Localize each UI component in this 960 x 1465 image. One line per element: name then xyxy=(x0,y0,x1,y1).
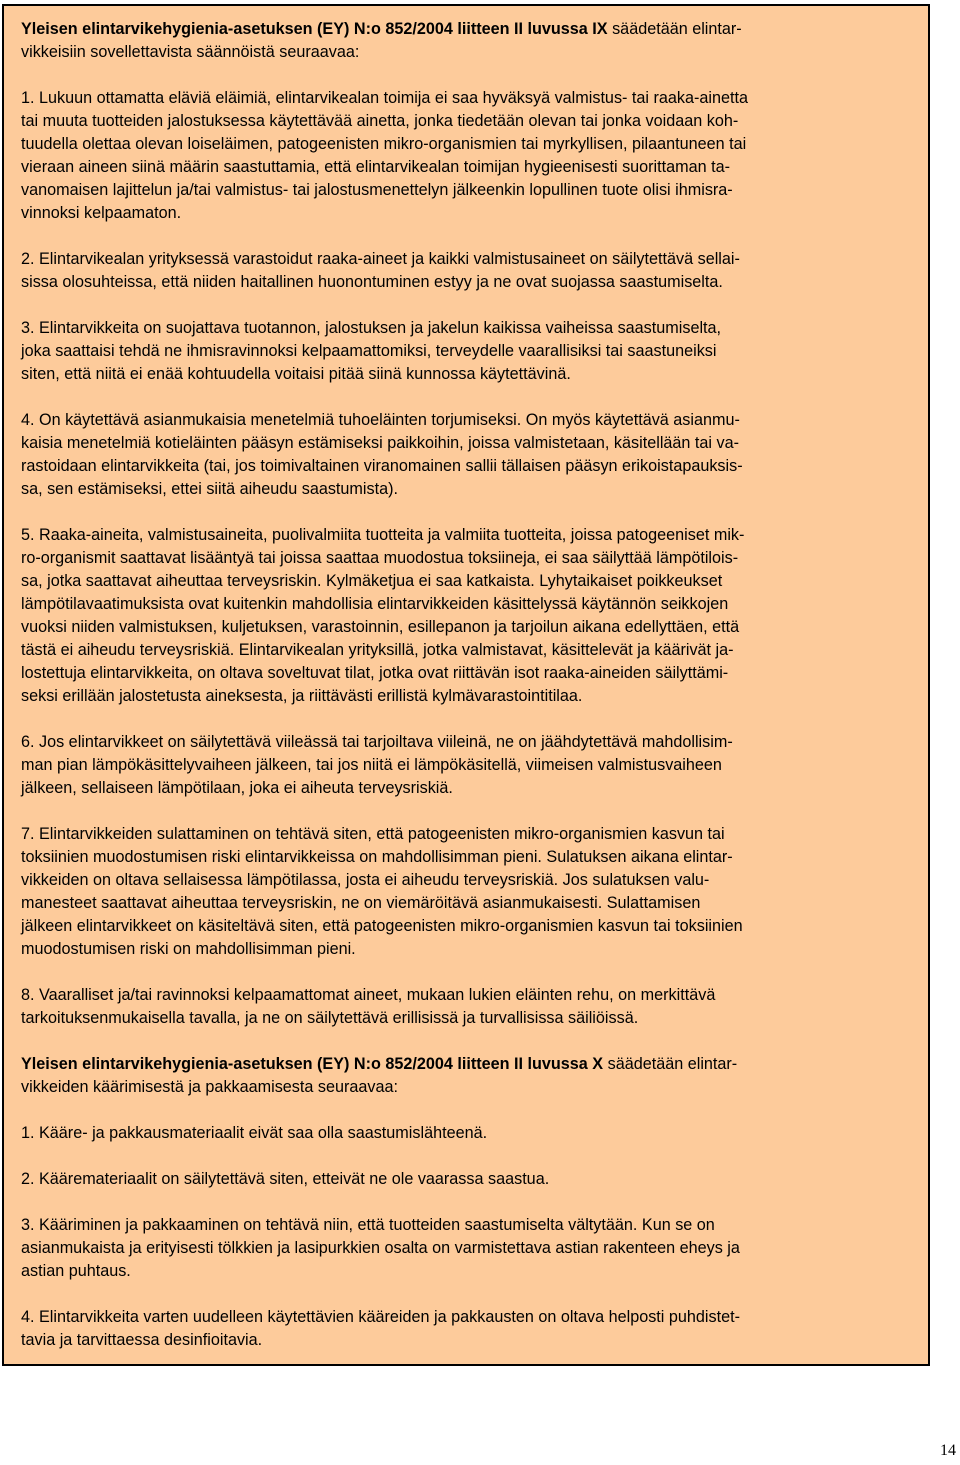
paragraph xyxy=(21,731,911,800)
paragraph-line: tarkoituksenmukaisella tavalla, ja ne on säilytettävä erillisissä ja turvallisissa säiliöissä. xyxy=(21,1009,639,1027)
paragraph-line: 1. Lukuun ottamatta eläviä eläimiä, elintarvikealan toimija ei saa hyväksyä valmistus- tai raaka-ainetta xyxy=(21,89,748,107)
paragraph-line: siten, että niitä ei enää kohtuudella voitaisi pitää siinä kunnossa käytettävinä. xyxy=(21,365,571,383)
paragraph xyxy=(21,1168,911,1191)
section-ix-intro-bold: Yleisen elintarvikehygienia-asetuksen (EY) N:o 852/2004 liitteen II luvussa IX xyxy=(21,20,608,38)
paragraph-line: joka saattaisi tehdä ne ihmisravinnoksi kelpaamattomiksi, terveydelle vaarallisiksi tai saastuneiksi xyxy=(21,342,717,360)
paragraph-line: manesteet saattavat aiheuttaa terveysriskin, ne on viemäröitävä asianmukaisesti. Sulattamisen xyxy=(21,894,701,912)
paragraph-line: astian puhtaus. xyxy=(21,1262,131,1280)
paragraph-line: tavia ja tarvittaessa desinfioitavia. xyxy=(21,1331,263,1349)
paragraph xyxy=(21,409,911,501)
paragraph-line: vuoksi niiden valmistuksen, kuljetuksen, varastoinnin, esillepanon ja tarjoilun aikana edellyttäen, että xyxy=(21,618,740,636)
paragraph-line: tai muuta tuotteiden jalostuksessa käytettävää ainetta, jonka tiedetään olevan tai jonka voidaan koh- xyxy=(21,112,739,130)
paragraph-line: 7. Elintarvikkeiden sulattaminen on tehtävä siten, että patogeenisten mikro-organismien kasvun tai xyxy=(21,825,725,843)
paragraph-line: sa, jotka saattavat aiheuttaa terveysriskin. Kylmäketjua ei saa katkaista. Lyhytaikaiset poikkeukset xyxy=(21,572,723,590)
paragraph-line: vieraan aineen siinä määrin saastuttamia, että elintarvikealan toimijan hygieenisesti suorittaman ta- xyxy=(21,158,731,176)
document-body xyxy=(21,18,911,1375)
paragraph-line: tästä ei aiheudu terveysriskiä. Elintarvikealan yrityksillä, jotka valmistavat, käsittelevät ja käärivät ja- xyxy=(21,641,734,659)
paragraph-line: jälkeen elintarvikkeet on käsiteltävä siten, että patogeenisten mikro-organismien kasvun tai toksiinien xyxy=(21,917,743,935)
section-x-intro-bold: Yleisen elintarvikehygienia-asetuksen (EY) N:o 852/2004 liitteen II luvussa X xyxy=(21,1055,604,1073)
paragraph-line: lämpötilavaatimuksista ovat kuitenkin mahdollisia elintarvikkeiden käsittelyssä käytännön seikkojen xyxy=(21,595,729,613)
paragraph xyxy=(21,823,911,961)
section-ix-intro xyxy=(21,18,911,64)
paragraph xyxy=(21,1306,911,1352)
paragraph xyxy=(21,87,911,225)
section-ix-paragraphs xyxy=(21,87,911,1053)
paragraph-line: sissa olosuhteissa, että niiden haitallinen huonontuminen estyy ja ne ovat suojassa saastumiselta. xyxy=(21,273,723,291)
paragraph-line: vikkeiden on oltava sellaisessa lämpötilassa, josta ei aiheudu terveysriskiä. Jos sulatuksen valu- xyxy=(21,871,710,889)
paragraph xyxy=(21,524,911,708)
section-x-paragraphs xyxy=(21,1122,911,1375)
section-x-intro-rest: säädetään elintar- xyxy=(603,1055,738,1073)
paragraph-line: 2. Kääremateriaalit on säilytettävä siten, etteivät ne ole vaarassa saastua. xyxy=(21,1170,550,1188)
paragraph-line: asianmukaista ja erityisesti tölkkien ja lasipurkkien osalta on varmistettava astian rakenteen eheys ja xyxy=(21,1239,740,1257)
highlighted-text-box xyxy=(2,4,930,1366)
paragraph-line: rastoidaan elintarvikkeita (tai, jos toimivaltainen viranomainen sallii tällaisen pääsyn erikoistapauksis- xyxy=(21,457,743,475)
paragraph-line: 6. Jos elintarvikkeet on säilytettävä viileässä tai tarjoiltava viileinä, ne on jäähdytettävä mahdollisim- xyxy=(21,733,733,751)
paragraph-line: 1. Kääre- ja pakkausmateriaalit eivät saa olla saastumislähteenä. xyxy=(21,1124,488,1142)
paragraph-line: 3. Kääriminen ja pakkaaminen on tehtävä niin, että tuotteiden saastumiselta vältytään. Kun se on xyxy=(21,1216,715,1234)
paragraph-line: vanomaisen lajittelun ja/tai valmistus- tai jalostusmenettelyn jälkeenkin lopullinen tuote olisi ihmisra- xyxy=(21,181,733,199)
paragraph xyxy=(21,248,911,294)
paragraph-line: 4. Elintarvikkeita varten uudelleen käytettävien kääreiden ja pakkausten on oltava helposti puhdistet- xyxy=(21,1308,740,1326)
paragraph-line: man pian lämpökäsittelyvaiheen jälkeen, tai jos niitä ei lämpökäsitellä, viimeisen valmistusvaiheen xyxy=(21,756,722,774)
section-ix-intro-rest-2: vikkeisiin sovellettavista säännöistä seuraavaa: xyxy=(21,43,360,61)
page-number: 14 xyxy=(940,1442,956,1459)
paragraph xyxy=(21,1214,911,1283)
paragraph-line: 5. Raaka-aineita, valmistusaineita, puolivalmiita tuotteita ja valmiita tuotteita, joissa patogeeniset mik- xyxy=(21,526,745,544)
section-ix-intro-rest: säädetään elintar- xyxy=(607,20,742,38)
paragraph-line: 3. Elintarvikkeita on suojattava tuotannon, jalostuksen ja jakelun kaikissa vaiheissa saastumiselta, xyxy=(21,319,722,337)
paragraph-line: jälkeen, sellaiseen lämpötilaan, joka ei aiheuta terveysriskiä. xyxy=(21,779,453,797)
paragraph-line: sa, sen estämiseksi, ettei siitä aiheudu saastumista). xyxy=(21,480,398,498)
paragraph-line: 4. On käytettävä asianmukaisia menetelmiä tuhoeläinten torjumiseksi. On myös käytettävä asianmu- xyxy=(21,411,740,429)
paragraph-line: vinnoksi kelpaamaton. xyxy=(21,204,182,222)
paragraph-line: muodostumisen riski on mahdollisimman pieni. xyxy=(21,940,356,958)
section-x-intro xyxy=(21,1053,911,1099)
paragraph-line: kaisia menetelmiä kotieläinten pääsyn estämiseksi paikkoihin, joissa valmistetaan, käsitellään tai va- xyxy=(21,434,739,452)
paragraph-line: 2. Elintarvikealan yrityksessä varastoidut raaka-aineet ja kaikki valmistusaineet on säilytettävä sellai- xyxy=(21,250,740,268)
paragraph xyxy=(21,317,911,386)
paragraph-line: toksiinien muodostumisen riski elintarvikkeissa on mahdollisimman pieni. Sulatuksen aikana elintar- xyxy=(21,848,733,866)
paragraph-line: 8. Vaaralliset ja/tai ravinnoksi kelpaamattomat aineet, mukaan lukien eläinten rehu, on merkittävä xyxy=(21,986,716,1004)
paragraph xyxy=(21,1122,911,1145)
paragraph-line: tuudella olettaa olevan loiseläimen, patogeenisten mikro-organismien tai myrkyllisen, pilaantuneen tai xyxy=(21,135,747,153)
paragraph-line: seksi erillään jalostetusta aineksesta, ja riittävästi erillistä kylmävarastointitilaa. xyxy=(21,687,583,705)
section-x-intro-rest-2: vikkeiden käärimisestä ja pakkaamisesta seuraavaa: xyxy=(21,1078,398,1096)
paragraph xyxy=(21,984,911,1030)
paragraph-line: lostettuja elintarvikkeita, on oltava soveltuvat tilat, jotka ovat riittävän isot raaka-aineiden säilyttämi- xyxy=(21,664,729,682)
paragraph-line: ro-organismit saattavat lisääntyä tai joissa saattaa muodostua toksiineja, ei saa säilyttää lämpötilois- xyxy=(21,549,739,567)
